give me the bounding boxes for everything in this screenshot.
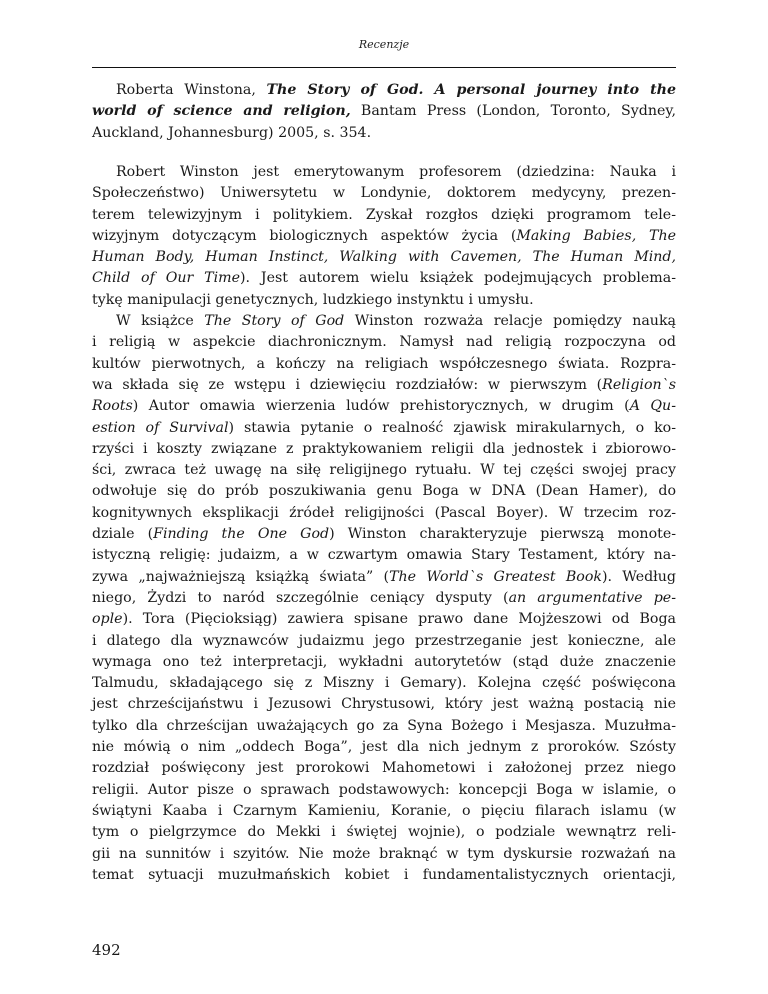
text-run: ). Tora (Pięcioksiąg) zawiera spisane prawo dane Mojżeszowi od Boga [122, 611, 676, 628]
text-run: i religią w aspekcie diachronicznym. Namysł nad religią rozpoczyna od [92, 334, 676, 351]
body-line [92, 716, 676, 737]
citation-line [92, 80, 676, 101]
text-run: Bantam Press (London, Toronto, Sydney, [350, 103, 676, 120]
body-line [92, 567, 676, 588]
body-line [92, 694, 676, 715]
body-line [92, 354, 676, 375]
text-run: świątyni Kaaba i Czarnym Kamieniu, Koranie, o pięciu filarach islamu (w [92, 802, 676, 819]
body-line [92, 588, 676, 609]
text-run: ). Jest autorem wielu książek podejmujących problema- [239, 270, 676, 287]
text-run: temat sytuacji muzułmańskich kobiet i fundamentalistycznych orientacji, [92, 866, 676, 883]
running-header: Recenzje [358, 38, 410, 51]
text-run: tym o pielgrzymce do Mekki i świętej wojnie), o podziale wewnątrz reli- [92, 824, 676, 841]
text-run: estion of Survival [92, 419, 229, 436]
text-run: niego, Żydzi to naród szczególnie ceniący dysputy ( [92, 589, 509, 606]
body-line [92, 780, 676, 801]
text-run: Roots [92, 398, 133, 415]
body-line [92, 290, 676, 311]
body-line [92, 652, 676, 673]
header-rule [92, 67, 676, 68]
text-run: Talmudu, składającego się z Miszny i Gemary). Kolejna część poświęcona [92, 675, 676, 692]
text-run: wizyjnym dotyczącym biologicznych aspektów życia ( [92, 227, 517, 244]
text-run: The Story of God [204, 313, 345, 330]
text-run: nie mówią o nim „oddech Boga”, jest dla nich jednym z proroków. Szósty [92, 739, 676, 756]
body-line [92, 631, 676, 652]
text-run: Winston rozważa relacje pomiędzy nauką [344, 313, 676, 330]
body-line [92, 162, 676, 183]
text-run: religii. Autor pisze o sprawach podstawowych: koncepcji Boga w islamie, o [92, 781, 676, 798]
text-run: W książce [116, 313, 205, 330]
body-line [92, 609, 676, 630]
book-citation [92, 80, 676, 144]
citation-line [92, 123, 676, 144]
review-body [92, 162, 676, 886]
body-line [92, 865, 676, 886]
text-run: Robert Winston jest emerytowanym profesorem (dziedzina: Nauka i [116, 164, 676, 180]
body-line [92, 503, 676, 524]
body-line [92, 418, 676, 439]
body-line [92, 737, 676, 758]
body-line [92, 460, 676, 481]
body-line [92, 524, 676, 545]
text-run: dziale ( [92, 526, 154, 543]
text-run: gii na sunnitów i szyitów. Nie może braknąć w tym dyskursie rozważań na [92, 845, 676, 862]
page-number: 492 [92, 941, 121, 959]
citation-line [92, 101, 676, 122]
text-run: Human Body, Human Instinct, Walking with Cavemen, The Human Mind, [92, 249, 676, 266]
text-run: ) Winston charakteryzuje pierwszą monote- [329, 526, 677, 543]
body-line [92, 673, 676, 694]
text-run: Społeczeństwo) Uniwersytetu w Londynie, doktorem medycyny, prezen- [92, 185, 676, 202]
text-run: Child of Our Time [92, 270, 240, 287]
text-run: i dlatego dla wyznawców judaizmu jego przestrzeganie jest konieczne, ale [92, 632, 676, 649]
text-run: ). Według [601, 568, 677, 585]
text-run: zywa „najważniejszą książką świata” ( [92, 568, 390, 585]
body-line [92, 205, 676, 226]
text-run: rzyści i koszty związane z praktykowaniem religii dla jednostek i zbiorowo- [92, 440, 676, 457]
body-line [92, 183, 676, 204]
body-line [92, 247, 676, 268]
body-line [92, 439, 676, 460]
text-run: rozdział poświęcony jest prorokowi Mahometowi i założonej przez niego [92, 760, 676, 777]
text-run: The Story of God. A personal journey into the [266, 82, 677, 98]
text-run: Making Babies, The [516, 227, 676, 244]
text-run: Religion`s [602, 376, 676, 393]
text-run: tylko dla chrześcijan uważających go za Syna Bożego i Mesjasza. Muzułma- [92, 717, 676, 734]
text-run: tykę manipulacji genetycznych, ludzkiego instynktu i umysłu. [92, 291, 534, 308]
text-run: Roberta Winstona, [116, 82, 267, 98]
text-run: terem telewizyjnym i politykiem. Zyskał rozgłos dzięki programom tele- [92, 206, 676, 223]
text-run: an argumentative pe- [508, 589, 676, 606]
body-line [92, 268, 676, 289]
body-line [92, 822, 676, 843]
text-run: Finding the One God [153, 526, 330, 543]
text-run: A Qu- [629, 398, 676, 415]
body-line [92, 844, 676, 865]
text-run: Auckland, Johannesburg) 2005, s. 354. [92, 124, 372, 141]
text-run: wa składa się ze wstępu i dziewięciu rozdziałów: w pierwszym ( [92, 376, 603, 393]
text-run: world of science and religion, [92, 103, 351, 120]
body-line [92, 801, 676, 822]
text-run: ) stawia pytanie o realność zjawisk mirakularnych, o ko- [228, 419, 677, 436]
body-line [92, 758, 676, 779]
text-run: The World`s Greatest Book [389, 568, 602, 585]
text-run: odwołuje się do prób poszukiwania genu Boga w DNA (Dean Hamer), do [92, 483, 676, 500]
text-run: ści, zwraca też uwagę na siłę religijnego rytuału. W tej części swojej pracy [92, 462, 676, 479]
body-line [92, 332, 676, 353]
text-run: kultów pierwotnych, a kończy na religiach współczesnego świata. Rozpra- [92, 355, 676, 372]
text-run: ople [92, 611, 123, 628]
body-line [92, 375, 676, 396]
body-line [92, 481, 676, 502]
text-run: wymaga ono też interpretacji, wykładni autorytetów (stąd duże znaczenie [92, 653, 676, 670]
text-run: istyczną religię: judaizm, a w czwartym omawia Stary Testament, który na- [92, 547, 676, 564]
body-line [92, 396, 676, 417]
body-line [92, 311, 676, 332]
text-run: jest chrześcijaństwu i Jezusowi Chrystusowi, który jest ważną postacią nie [92, 696, 676, 713]
text-run: ) Autor omawia wierzenia ludów prehistorycznych, w drugim ( [132, 398, 630, 415]
body-line [92, 226, 676, 247]
text-run: kognitywnych eksplikacji źródeł religijności (Pascal Boyer). W trzecim roz- [92, 504, 676, 521]
body-line [92, 545, 676, 566]
